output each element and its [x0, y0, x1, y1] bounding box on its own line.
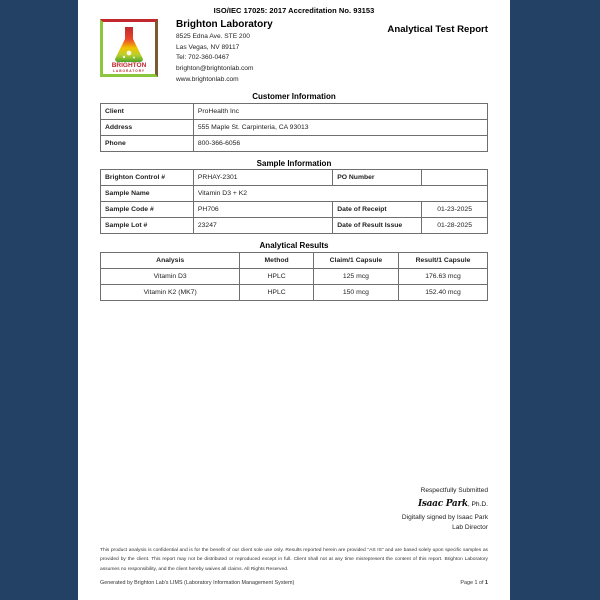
digitally-signed-text: Digitally signed by Isaac Park [401, 514, 488, 522]
signature-credential: , Ph.D. [467, 501, 488, 509]
phone-label: Phone [101, 135, 194, 151]
table-row [101, 202, 488, 218]
signature-block [78, 486, 510, 534]
phone-value: 800-366-6056 [193, 135, 487, 151]
sample-code-label: Sample Code # [101, 202, 194, 218]
table-row [101, 218, 488, 234]
sample-code-value: PH706 [193, 202, 332, 218]
footer-generated-by: Generated by Brighton Lab's LIMS (Laboratory Information Management System) [100, 580, 295, 586]
date-of-result-issue-label: Date of Result Issue [333, 218, 422, 234]
date-of-receipt-label: Date of Receipt [333, 202, 422, 218]
company-telephone: Tel: 702-360-0467 [176, 54, 230, 62]
company-email: brighton@brightonlab.com [176, 65, 254, 73]
table-row [101, 119, 488, 135]
sample-name-label: Sample Name [101, 186, 194, 202]
client-value: ProHealth Inc [193, 103, 487, 119]
report-header [78, 15, 510, 85]
sample-information-table [100, 169, 488, 234]
po-number-value [422, 170, 488, 186]
po-number-label: PO Number [333, 170, 422, 186]
page-total: 1 [485, 580, 488, 586]
result-row-0-result: 176.63 mcg [398, 268, 487, 284]
flask-icon [112, 26, 146, 62]
date-of-receipt-value: 01-23-2025 [422, 202, 488, 218]
address-value: 555 Maple St. Carpinteria, CA 93013 [193, 119, 487, 135]
column-header-analysis: Analysis [101, 252, 240, 268]
disclaimer-text: This product analysis is confidential and is for the benefit of our client sole use only. Results reported herein are provided "AS IS" and are based solely upon specific samples as provided by the client. This report may not be distributed or reproduced except in full. Client shall not at any time misrepresent the content of this report. Brighton Laboratory assumes no responsibility, and the client hereby waives all claims. All Rights Reserved. [100, 547, 488, 572]
page-footer [100, 580, 488, 586]
sample-lot-label: Sample Lot # [101, 218, 194, 234]
analytical-results-section [78, 241, 510, 301]
result-row-1-result: 152.40 mcg [398, 284, 487, 300]
column-header-result: Result/1 Capsule [398, 252, 487, 268]
table-row [101, 103, 488, 119]
customer-information-table [100, 103, 488, 152]
result-row-0-method: HPLC [240, 268, 314, 284]
table-row [101, 284, 488, 300]
table-row [101, 135, 488, 151]
company-name: Brighton Laboratory [176, 19, 273, 30]
table-header-row [101, 252, 488, 268]
accreditation-line: ISO/IEC 17025: 2017 Accreditation No. 93153 [213, 6, 375, 15]
column-header-claim: Claim/1 Capsule [313, 252, 398, 268]
result-row-1-analysis: Vitamin K2 (MK7) [101, 284, 240, 300]
result-row-0-claim: 125 mcg [313, 268, 398, 284]
table-row [101, 186, 488, 202]
sample-name-value: Vitamin D3 + K2 [193, 186, 487, 202]
column-header-method: Method [240, 252, 314, 268]
footer-page-number [460, 580, 488, 586]
table-row [101, 268, 488, 284]
sample-lot-value: 23247 [193, 218, 332, 234]
table-row [101, 170, 488, 186]
sample-information-section [78, 159, 510, 235]
report-page [78, 0, 510, 600]
page-prefix: Page 1 of [460, 580, 485, 586]
analytical-results-table [100, 252, 488, 301]
sample-information-title: Sample Information [256, 158, 332, 168]
logo-wordmark: BRIGHTON [111, 61, 147, 69]
page-title: Analytical Test Report [387, 24, 488, 35]
client-label: Client [101, 103, 194, 119]
control-number-value: PRHAY-2301 [193, 170, 332, 186]
control-number-label: Brighton Control # [101, 170, 194, 186]
result-row-1-claim: 150 mcg [313, 284, 398, 300]
customer-information-section [78, 92, 510, 152]
result-row-1-method: HPLC [240, 284, 314, 300]
brighton-logo [100, 19, 158, 77]
company-address-2: Las Vegas, NV 89117 [176, 43, 240, 51]
logo-subtext: LABORATORY [112, 69, 146, 74]
company-website: www.brightonlab.com [176, 75, 239, 83]
respectfully-submitted-text: Respectfully Submitted [420, 486, 488, 494]
signer-role: Lab Director [452, 524, 488, 532]
signature-script: Isaac Park [417, 499, 468, 510]
analytical-results-title: Analytical Results [259, 241, 329, 251]
company-info [176, 19, 387, 85]
address-label: Address [101, 119, 194, 135]
result-row-0-analysis: Vitamin D3 [101, 268, 240, 284]
company-address-1: 8525 Edna Ave. STE 200 [176, 33, 250, 40]
signature-name [100, 496, 488, 513]
date-of-result-issue-value: 01-28-2025 [422, 218, 488, 234]
customer-information-title: Customer Information [252, 92, 336, 102]
